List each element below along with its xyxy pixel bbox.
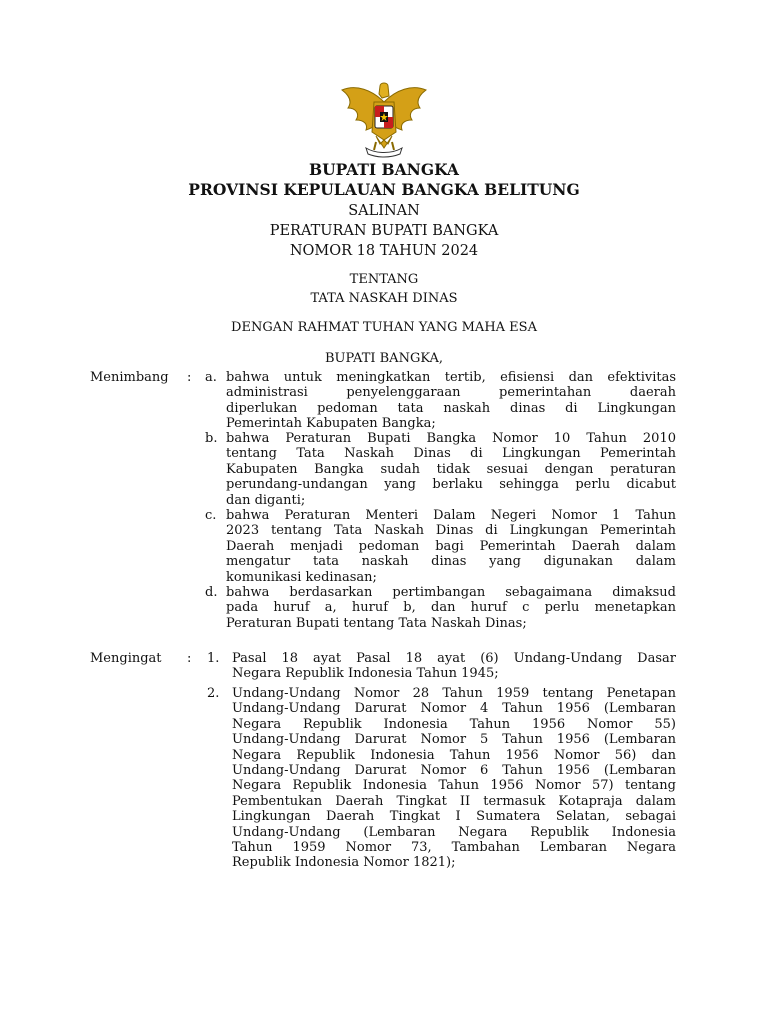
menimbang-b-line: bahwa Peraturan Bupati Bangka Nomor 10 Tahun 2010 bbox=[226, 431, 676, 446]
mengingat-2-line: Lingkungan Daerah Tingkat I Sumatera Selatan, sebagai bbox=[232, 809, 676, 825]
mengingat-item-1 bbox=[232, 651, 676, 682]
menimbang-item-d bbox=[226, 585, 676, 631]
mengingat-1-line: Negara Republik Indonesia Tahun 1945; bbox=[232, 666, 499, 682]
mengingat-2-line: Undang-Undang Darurat Nomor 4 Tahun 1956 (Lembaran bbox=[232, 701, 676, 717]
menimbang-a-line: administrasi penyelenggaraan pemerintahan daerah bbox=[226, 385, 676, 401]
menimbang-item-c bbox=[226, 508, 676, 585]
menimbang-d-line: bahwa berdasarkan pertimbangan sebagaimana dimaksud bbox=[226, 585, 676, 600]
menimbang-a-line: diperlukan pedoman tata naskah dinas di Lingkungan bbox=[226, 400, 676, 416]
mengingat-2-line: Undang-Undang Nomor 28 Tahun 1959 tentang Penetapan bbox=[232, 686, 676, 701]
official-title: BUPATI BANGKA bbox=[309, 160, 459, 179]
menimbang-b-line: dan diganti; bbox=[226, 492, 306, 508]
mengingat-2-line: Negara Republik Indonesia Tahun 1956 Nomor 56) dan bbox=[232, 747, 676, 763]
menimbang-c-line: mengatur tata naskah dinas yang digunakan dalam bbox=[226, 554, 676, 570]
menimbang-d-line: pada huruf a, huruf b, dan huruf c perlu menetapkan bbox=[226, 600, 676, 616]
menimbang-colon: : bbox=[187, 370, 192, 385]
menimbang-a-line: bahwa untuk meningkatkan tertib, efisiensi dan efektivitas bbox=[226, 370, 676, 385]
mengingat-2-line: Republik Indonesia Nomor 1821); bbox=[232, 855, 456, 871]
mengingat-marker-1: 1. bbox=[207, 651, 220, 666]
about-label: TENTANG bbox=[349, 272, 419, 287]
menimbang-c-line: bahwa Peraturan Menteri Dalam Negeri Nomor 1 Tahun bbox=[226, 508, 676, 523]
mengingat-2-line: Undang-Undang (Lembaran Negara Republik Indonesia bbox=[232, 824, 676, 840]
mengingat-1-line: Pasal 18 ayat Pasal 18 ayat (6) Undang-Undang Dasar bbox=[232, 651, 676, 666]
menimbang-marker-b: b. bbox=[205, 431, 218, 446]
mengingat-colon: : bbox=[187, 651, 192, 666]
province-title: PROVINSI KEPULAUAN BANGKA BELITUNG bbox=[188, 180, 580, 199]
menimbang-b-line: perundang-undangan yang berlaku sehingga perlu dicabut bbox=[226, 477, 676, 493]
mengingat-2-line: Undang-Undang Darurat Nomor 6 Tahun 1956 (Lembaran bbox=[232, 763, 676, 779]
mengingat-item-2 bbox=[232, 686, 676, 871]
mengingat-2-line: Negara Republik Indonesia Tahun 1956 Nomor 55) bbox=[232, 716, 676, 732]
mengingat-2-line: Pembentukan Daerah Tingkat II termasuk Kotapraja dalam bbox=[232, 793, 676, 809]
garuda-emblem-icon bbox=[336, 80, 432, 162]
menimbang-marker-a: a. bbox=[205, 370, 217, 385]
blessing-line: DENGAN RAHMAT TUHAN YANG MAHA ESA bbox=[231, 320, 537, 335]
menimbang-item-a bbox=[226, 370, 676, 432]
menimbang-d-line: Peraturan Bupati tentang Tata Naskah Dinas; bbox=[226, 615, 527, 631]
menimbang-c-line: 2023 tentang Tata Naskah Dinas di Lingkungan Pemerintah bbox=[226, 523, 676, 539]
menimbang-marker-c: c. bbox=[205, 508, 217, 523]
menimbang-label: Menimbang bbox=[90, 370, 169, 385]
mengingat-2-line: Undang-Undang Darurat Nomor 5 Tahun 1956 (Lembaran bbox=[232, 732, 676, 748]
menimbang-marker-d: d. bbox=[205, 585, 218, 600]
copy-label: SALINAN bbox=[348, 203, 420, 219]
mengingat-2-line: Negara Republik Indonesia Tahun 1956 Nomor 57) tentang bbox=[232, 778, 676, 794]
menimbang-c-line: komunikasi kedinasan; bbox=[226, 569, 377, 585]
regulation-subject: TATA NASKAH DINAS bbox=[310, 291, 458, 306]
mengingat-2-line: Tahun 1959 Nomor 73, Tambahan Lembaran Negara bbox=[232, 840, 676, 856]
regulation-number: NOMOR 18 TAHUN 2024 bbox=[289, 243, 479, 259]
menimbang-item-b bbox=[226, 431, 676, 508]
regulation-title: PERATURAN BUPATI BANGKA bbox=[269, 223, 499, 239]
menimbang-b-line: tentang Tata Naskah Dinas di Lingkungan Pemerintah bbox=[226, 446, 676, 462]
menimbang-a-line: Pemerintah Kabupaten Bangka; bbox=[226, 416, 436, 432]
menimbang-b-line: Kabupaten Bangka sudah tidak sesuai dengan peraturan bbox=[226, 461, 676, 477]
mengingat-marker-2: 2. bbox=[207, 686, 220, 701]
issuer-line: BUPATI BANGKA, bbox=[324, 351, 444, 366]
mengingat-label: Mengingat bbox=[90, 651, 162, 666]
menimbang-c-line: Daerah menjadi pedoman bagi Pemerintah Daerah dalam bbox=[226, 538, 676, 554]
